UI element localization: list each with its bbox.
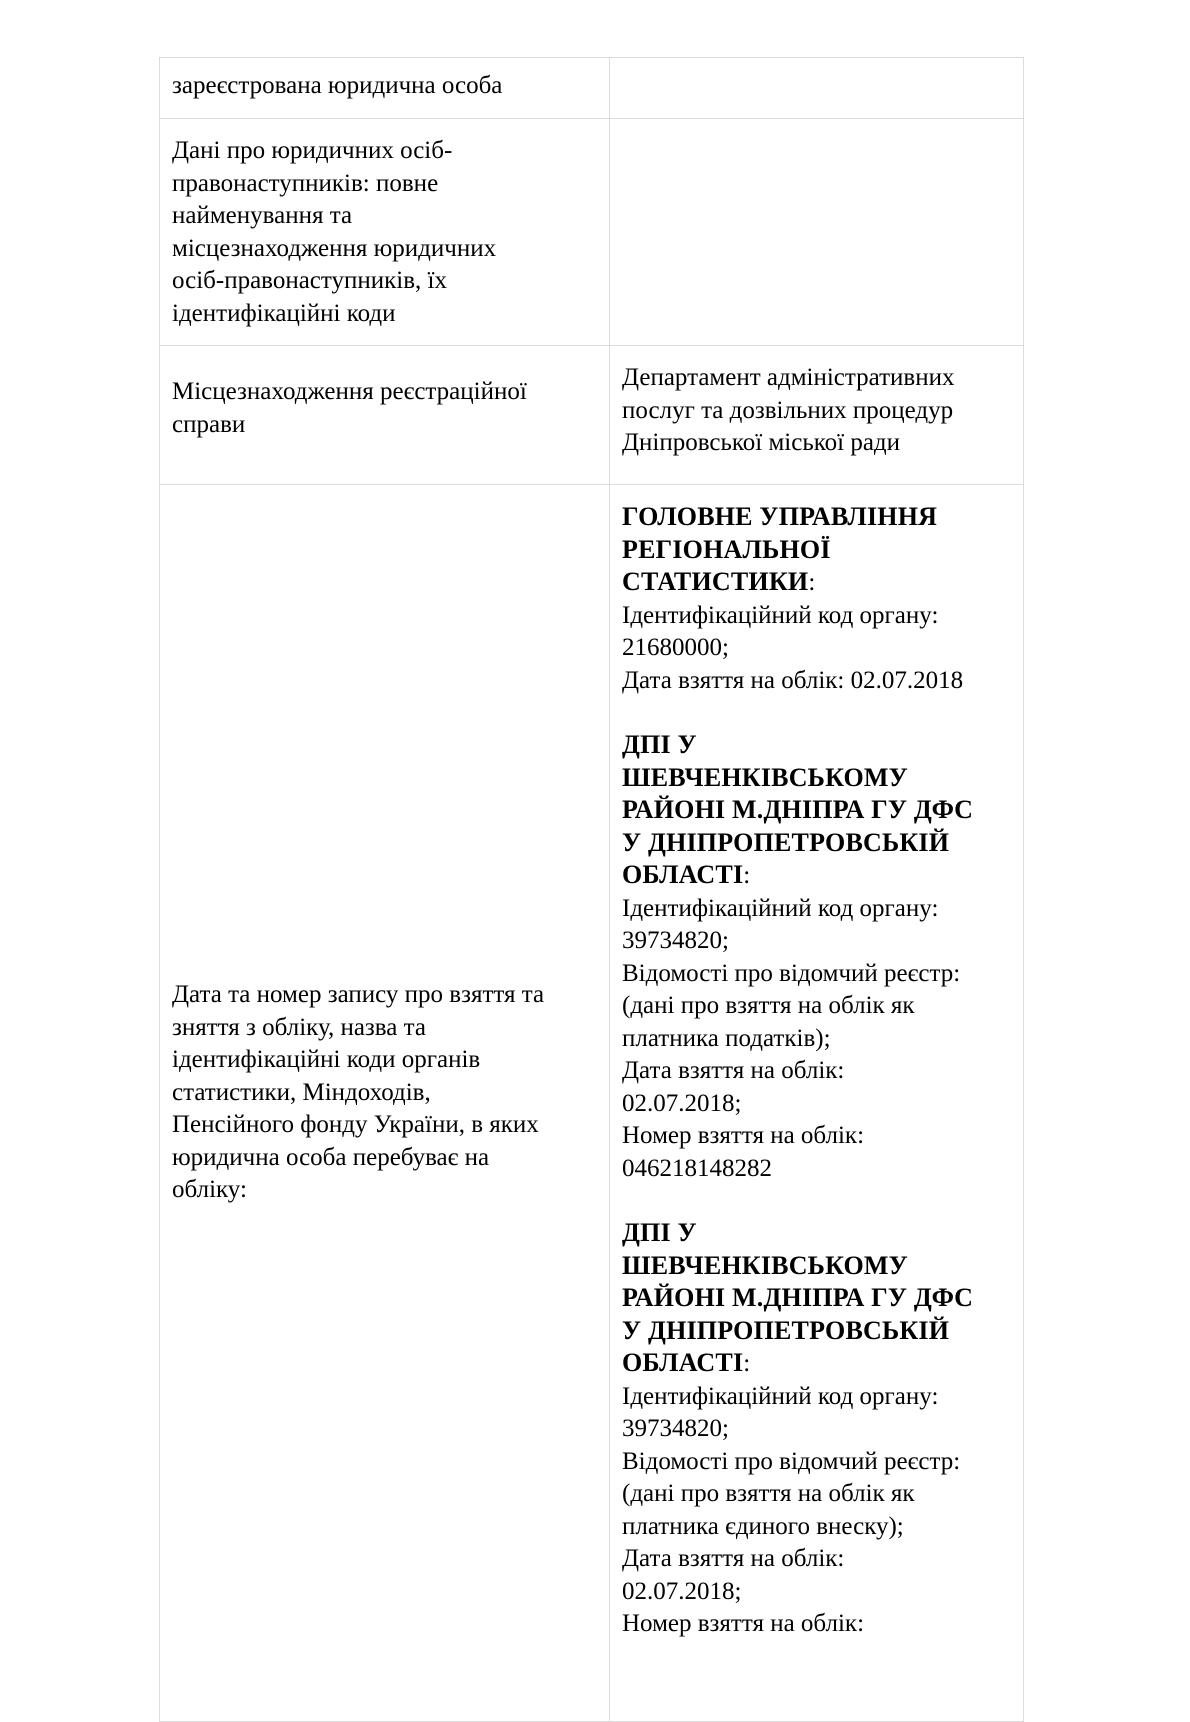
authority-detail-line: Ідентифікаційний код органу: <box>622 1382 939 1410</box>
authority-detail-line: (дані про взяття на облік як <box>622 992 915 1019</box>
authority-detail-line: Відомості про відомчий реєстр: <box>622 1447 961 1475</box>
registration-authority-block <box>622 1217 1011 1641</box>
authority-detail-line: 21680000; <box>622 634 729 661</box>
authority-name-line: СТАТИСТИКИ <box>622 567 809 596</box>
authority-name-line: ОБЛАСТІ <box>622 1348 744 1377</box>
authority-detail-line: 39734820; <box>622 1415 729 1442</box>
field-label-cell <box>160 119 610 346</box>
field-value-cell <box>610 485 1024 1722</box>
field-label-line: обліку: <box>172 1176 247 1204</box>
field-value-line: послуг та дозвільних процедур <box>622 396 954 424</box>
table-row <box>160 119 1024 346</box>
field-label-line: Пенсійного фонду України, в яких <box>172 1111 539 1139</box>
authority-name-line: ДПІ У <box>622 730 697 759</box>
field-label-line: Дані про юридичних осіб- <box>172 137 453 164</box>
authority-detail-line: Номер взяття на облік: <box>622 1610 865 1637</box>
authority-name-line: ШЕВЧЕНКІВСЬКОМУ <box>622 762 908 792</box>
authority-name-line: ДПІ У <box>622 1218 697 1247</box>
field-label-line: ідентифікаційні коди <box>172 299 396 327</box>
authority-name-line: ГОЛОВНЕ УПРАВЛІННЯ <box>622 502 938 531</box>
table-row <box>160 485 1024 1722</box>
authority-detail-line: Дата взяття на облік: 02.07.2018 <box>622 666 964 694</box>
authority-detail-line: платника єдиного внеску); <box>622 1512 904 1540</box>
table-row <box>160 346 1024 485</box>
field-value-cell <box>610 346 1024 485</box>
registration-authority-block <box>622 501 1011 697</box>
field-label-line: ідентифікаційні коди органів <box>172 1046 481 1074</box>
field-label-line: правонаступників: повне <box>172 169 439 197</box>
authority-detail-line: 046218148282 <box>622 1154 772 1182</box>
authority-detail-line: Дата взяття на облік: <box>622 1057 845 1084</box>
authority-name-line: У ДНІПРОПЕТРОВСЬКІЙ <box>622 1315 950 1345</box>
field-label-line: справи <box>172 410 246 438</box>
authority-name-line: ШЕВЧЕНКІВСЬКОМУ <box>622 1250 908 1280</box>
field-label-line: Дата та номер запису про взяття та <box>172 981 545 1009</box>
authority-detail-line: Відомості про відомчий реєстр: <box>622 959 961 987</box>
authority-detail-line: Ідентифікаційний код органу: <box>622 601 939 629</box>
registry-record-table <box>159 57 1024 1722</box>
authority-name-line: У ДНІПРОПЕТРОВСЬКІЙ <box>622 827 950 857</box>
field-label-cell <box>160 485 610 1722</box>
authority-detail-line: 02.07.2018; <box>622 1577 742 1605</box>
field-value-cell <box>610 58 1024 119</box>
authority-detail-line: (дані про взяття на облік як <box>622 1480 915 1507</box>
authority-name-colon: : <box>743 1350 751 1377</box>
authority-name-line: РАЙОНІ М.ДНІПРА ГУ ДФС <box>622 1283 974 1312</box>
field-label-cell <box>160 58 610 119</box>
registration-authority-block <box>622 729 1011 1185</box>
authority-name-line: РАЙОНІ М.ДНІПРА ГУ ДФС <box>622 795 974 824</box>
authority-name-colon: : <box>808 569 816 596</box>
field-label-line: місцезнаходження юридичних <box>172 234 497 262</box>
authority-detail-line: 02.07.2018; <box>622 1089 742 1117</box>
field-label-line: статистики, Міндоходів, <box>172 1078 431 1106</box>
authority-name-line: ОБЛАСТІ <box>622 860 744 889</box>
field-value-line: Дніпровської міської ради <box>622 429 901 456</box>
field-label-cell <box>160 346 610 485</box>
authority-detail-line: платника податків); <box>622 1024 831 1052</box>
authority-name-line: РЕГІОНАЛЬНОЇ <box>622 534 831 564</box>
authority-name-colon: : <box>743 862 751 889</box>
field-label-line: осіб-правонаступників, їх <box>172 267 447 294</box>
field-label-line: зняття з обліку, назва та <box>172 1013 426 1041</box>
field-label-line: юридична особа перебуває на <box>172 1143 490 1171</box>
authority-detail-line: Ідентифікаційний код органу: <box>622 894 939 922</box>
field-label-line: Місцезнаходження реєстраційної <box>172 378 527 405</box>
field-value-line: Департамент адміністративних <box>622 364 955 391</box>
authority-detail-line: Дата взяття на облік: <box>622 1545 845 1572</box>
field-value-cell <box>610 119 1024 346</box>
table-row <box>160 58 1024 119</box>
authority-detail-line: Номер взяття на облік: <box>622 1122 865 1149</box>
field-label-line: зареєстрована юридична особа <box>172 72 503 99</box>
authority-detail-line: 39734820; <box>622 927 729 954</box>
field-label-line: найменування та <box>172 202 353 229</box>
